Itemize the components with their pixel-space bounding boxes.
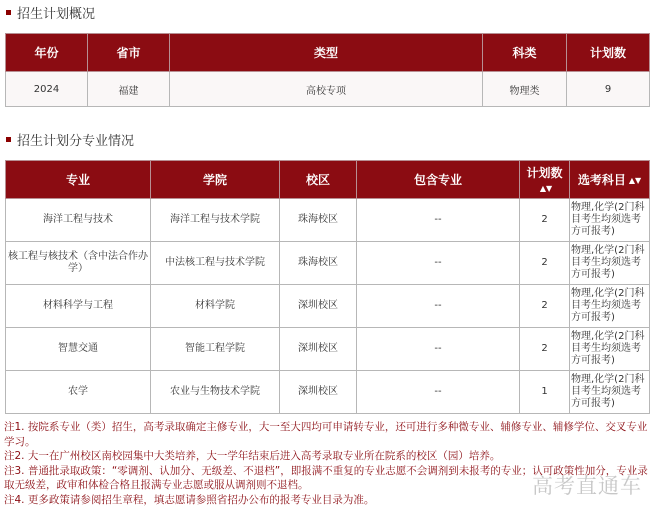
overview-header-row (6, 34, 650, 72)
sort-icon[interactable]: ▲▼ (539, 184, 553, 193)
header-province: 省市 (88, 34, 170, 72)
header-subjects-sortable[interactable] (570, 161, 650, 199)
cell-subjects: 物理,化学(2门科目考生均须选考方可报考) (570, 199, 650, 242)
table-row (6, 72, 650, 107)
cell-type: 高校专项 (170, 72, 483, 107)
cell-included: -- (357, 371, 520, 414)
section-title-text: 招生计划分专业情况 (17, 134, 135, 149)
cell-category: 物理类 (483, 72, 567, 107)
cell-subjects: 物理,化学(2门科目考生均须选考方可报考) (570, 242, 650, 285)
note-4: 注4. 更多政策请参阅招生章程，填志愿请参照省招办公布的报考专业目录为准。 (4, 493, 375, 506)
cell-major: 核工程与核技术（含中法合作办学） (6, 242, 151, 285)
cell-campus: 深圳校区 (280, 285, 357, 328)
cell-subjects: 物理,化学(2门科目考生均须选考方可报考) (570, 328, 650, 371)
cell-campus: 珠海校区 (280, 199, 357, 242)
majors-header-row (6, 161, 650, 199)
note-2: 注2. 大一在广州校区南校园集中大类培养，大一学年结束后进入高考录取专业所在院系的校区（园）培养。 (4, 450, 501, 462)
table-row (6, 371, 650, 414)
cell-plan-count: 2 (520, 328, 570, 371)
cell-included: -- (357, 242, 520, 285)
cell-included: -- (357, 199, 520, 242)
cell-major: 材料科学与工程 (6, 285, 151, 328)
header-included-majors: 包含专业 (357, 161, 520, 199)
majors-table (5, 160, 650, 414)
cell-major: 农学 (6, 371, 151, 414)
cell-plan-count: 1 (520, 371, 570, 414)
watermark: 高考直通车 (532, 474, 642, 498)
cell-campus: 珠海校区 (280, 242, 357, 285)
cell-college: 海洋工程与技术学院 (151, 199, 280, 242)
cell-college: 材料学院 (151, 285, 280, 328)
header-college: 学院 (151, 161, 280, 199)
cell-subjects: 物理,化学(2门科目考生均须选考方可报考) (570, 285, 650, 328)
cell-year: 2024 (6, 72, 88, 107)
cell-college: 智能工程学院 (151, 328, 280, 371)
header-campus: 校区 (280, 161, 357, 199)
table-row (6, 328, 650, 371)
table-row (6, 199, 650, 242)
cell-campus: 深圳校区 (280, 328, 357, 371)
cell-included: -- (357, 328, 520, 371)
cell-major: 智慧交通 (6, 328, 151, 371)
cell-subjects: 物理,化学(2门科目考生均须选考方可报考) (570, 371, 650, 414)
cell-campus: 深圳校区 (280, 371, 357, 414)
cell-plan-count: 9 (567, 72, 650, 107)
cell-plan-count: 2 (520, 242, 570, 285)
header-category: 科类 (483, 34, 567, 72)
header-type: 类型 (170, 34, 483, 72)
note-3: 注3. 普通批录取政策：“零调剂、认加分、无级差、不退档”，即报满不重复的专业志愿不会调剂到未报考的专业；认可政策性加分，专业录取无级差，政审和体检合格且报满专业志愿或服从调剂则不退档。 (4, 464, 648, 491)
note-1: 注1. 按院系专业（类）招生，高考录取确定主修专业，大一至大四均可申请转专业，还可进行多种微专业、辅修专业、辅修学位、交叉专业学习。 (4, 421, 648, 448)
bullet-icon (6, 137, 11, 142)
table-row (6, 242, 650, 285)
header-plan-count: 计划数 (567, 34, 650, 72)
header-year: 年份 (6, 34, 88, 72)
cell-major: 海洋工程与技术 (6, 199, 151, 242)
section-title-overview (6, 3, 95, 22)
header-plan-count-sortable[interactable] (520, 161, 570, 199)
cell-plan-count: 2 (520, 285, 570, 328)
section-title-text: 招生计划概况 (17, 7, 96, 22)
section-title-majors (6, 130, 134, 149)
overview-table (5, 33, 650, 107)
header-subjects-label: 选考科目 (577, 173, 626, 187)
table-row (6, 285, 650, 328)
cell-province: 福建 (88, 72, 170, 107)
cell-college: 农业与生物技术学院 (151, 371, 280, 414)
sort-icon[interactable]: ▲▼ (628, 176, 642, 185)
header-plan-count-label: 计划数 (526, 166, 563, 180)
cell-included: -- (357, 285, 520, 328)
cell-college: 中法核工程与技术学院 (151, 242, 280, 285)
cell-plan-count: 2 (520, 199, 570, 242)
bullet-icon (6, 10, 11, 15)
header-major: 专业 (6, 161, 151, 199)
